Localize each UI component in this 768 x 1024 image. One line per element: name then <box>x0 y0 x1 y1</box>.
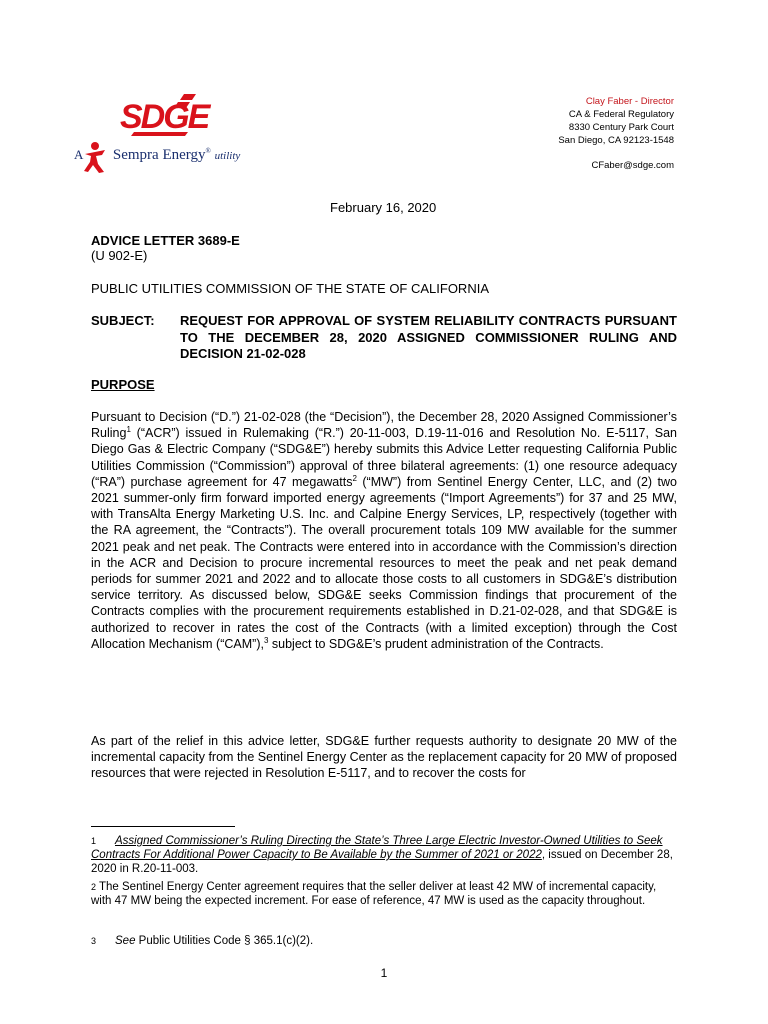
footnote-2-marker: 2 <box>91 882 97 892</box>
footnote-3-text: Public Utilities Code § 365.1(c)(2). <box>135 935 314 947</box>
para1-part-b: (“ACR”) issued in Rulemaking (“R.”) 20-11-003, D.19-11-016 and Resolution No. E-5117, San Diego Gas & Electric Company (“SDG&E”) hereby submits this Advice Letter requesting California Public Utilities Commission (“Commission”) approval of three bilateral agreements: (1) one resource adequacy (“RA”) purchase agreement for 47 megawatts <box>91 426 677 489</box>
para1-part-d: subject to SDG&E’s prudent administration of the Contracts. <box>268 636 604 651</box>
sender-street: 8330 Century Park Court <box>568 122 674 133</box>
sender-city: San Diego, CA 92123-1548 <box>558 135 674 146</box>
purpose-heading: PURPOSE <box>91 377 155 392</box>
footnote-2 <box>91 880 677 908</box>
purpose-paragraph-2: As part of the relief in this advice letter, SDG&E further requests authority to designate 20 MW of the incremental capacity from the Sentinel Energy Center as the replacement capacity for 20 MW of proposed resources that were rejected in Resolution E-5117, and to recover the costs for <box>91 734 677 781</box>
tagline-prefix: A <box>74 147 84 162</box>
sdge-logo <box>70 92 241 187</box>
letter-date: February 16, 2020 <box>330 200 437 215</box>
logo-tagline: A Sempra Energy® utility <box>74 147 241 163</box>
footnote-1-title: Assigned Commissioner’s Ruling Directing the State’s Three Large Electric Investor-Owned Utilities to Seek Contracts For Additional Power Capacity to Be Available by the Summer of 2021 or 2022 <box>91 835 663 861</box>
purpose-paragraph-1 <box>91 409 677 652</box>
footnote-ref-2[interactable]: 2 <box>352 473 357 483</box>
sender-name: Clay Faber - Director <box>585 96 674 107</box>
footnote-1-marker: 1 <box>91 836 97 846</box>
subject-text: REQUEST FOR APPROVAL OF SYSTEM RELIABILITY CONTRACTS PURSUANT TO THE DECEMBER 28, 2020 ASSIGNED COMMISSIONER RULING AND DECISION 21-02-028 <box>180 313 677 361</box>
sender-email[interactable]: CFaber@sdge.com <box>591 160 674 171</box>
footnote-2-text: The Sentinel Energy Center agreement requires that the seller deliver at least 42 MW of incremental capacity, with 47 MW being the expected increment. For ease of reference, 47 MW is used as the capacity throughout. <box>91 881 657 907</box>
footnote-1-rest: , issued on December 28, 2020 in R.20-11-003. <box>91 849 673 875</box>
tagline-suffix: utility <box>214 150 241 162</box>
footnote-divider <box>91 826 235 827</box>
commission-name: PUBLIC UTILITIES COMMISSION OF THE STATE OF CALIFORNIA <box>91 281 489 296</box>
utility-code: (U 902-E) <box>91 248 148 263</box>
sender-dept: CA & Federal Regulatory <box>568 109 674 120</box>
footnote-ref-1[interactable]: 1 <box>126 425 131 435</box>
advice-letter-number: ADVICE LETTER 3689-E <box>91 233 240 248</box>
page-number: 1 <box>380 966 388 980</box>
subject-label: SUBJECT: <box>91 313 155 328</box>
para1-part-c: (“MW”) from Sentinel Energy Center, LLC, and (2) two 2021 summer-only firm forward imported energy agreements (“Import Agreements”) for 37 and 25 MW, with TransAlta Energy Marketing U.S. Inc. and Calpine Energy Services, LP, respectively (together with the RA agreement, the “Contracts”). The overall procurement totals 109 MW available for the summer 2021 peak and net peak. The Contracts were entered into in accordance with the Commission’s direction in the ACR and Decision to procure incremental resources to meet the peak and net peak demand periods for summer 2021 and 2022 and to allocate those costs to all customers in SDG&E’s distribution service territory. As discussed below, SDG&E seeks Commission findings that procurement of the Contracts complies with the procurement requirements established in D.21-02-028, and that SDG&E is authorized to recover in rates the cost of the Contracts (with a limited exception) through the Cost Allocation Mechanism (“CAM”), <box>91 474 678 651</box>
footnote-3-see: See <box>115 935 136 947</box>
footnote-3-marker: 3 <box>91 936 97 946</box>
para1-part-a: Pursuant to Decision (“D.”) 21-02-028 (the “Decision”), the December 28, 2020 Assigned Commissioner’s Ruling <box>91 410 677 441</box>
footnote-3 <box>91 934 677 948</box>
tagline-company: Sempra Energy <box>112 147 206 163</box>
footnote-ref-3[interactable]: 3 <box>263 635 269 645</box>
sender-address <box>558 95 674 172</box>
footnote-1 <box>91 834 677 876</box>
logo-brand: SDGE <box>120 98 209 136</box>
